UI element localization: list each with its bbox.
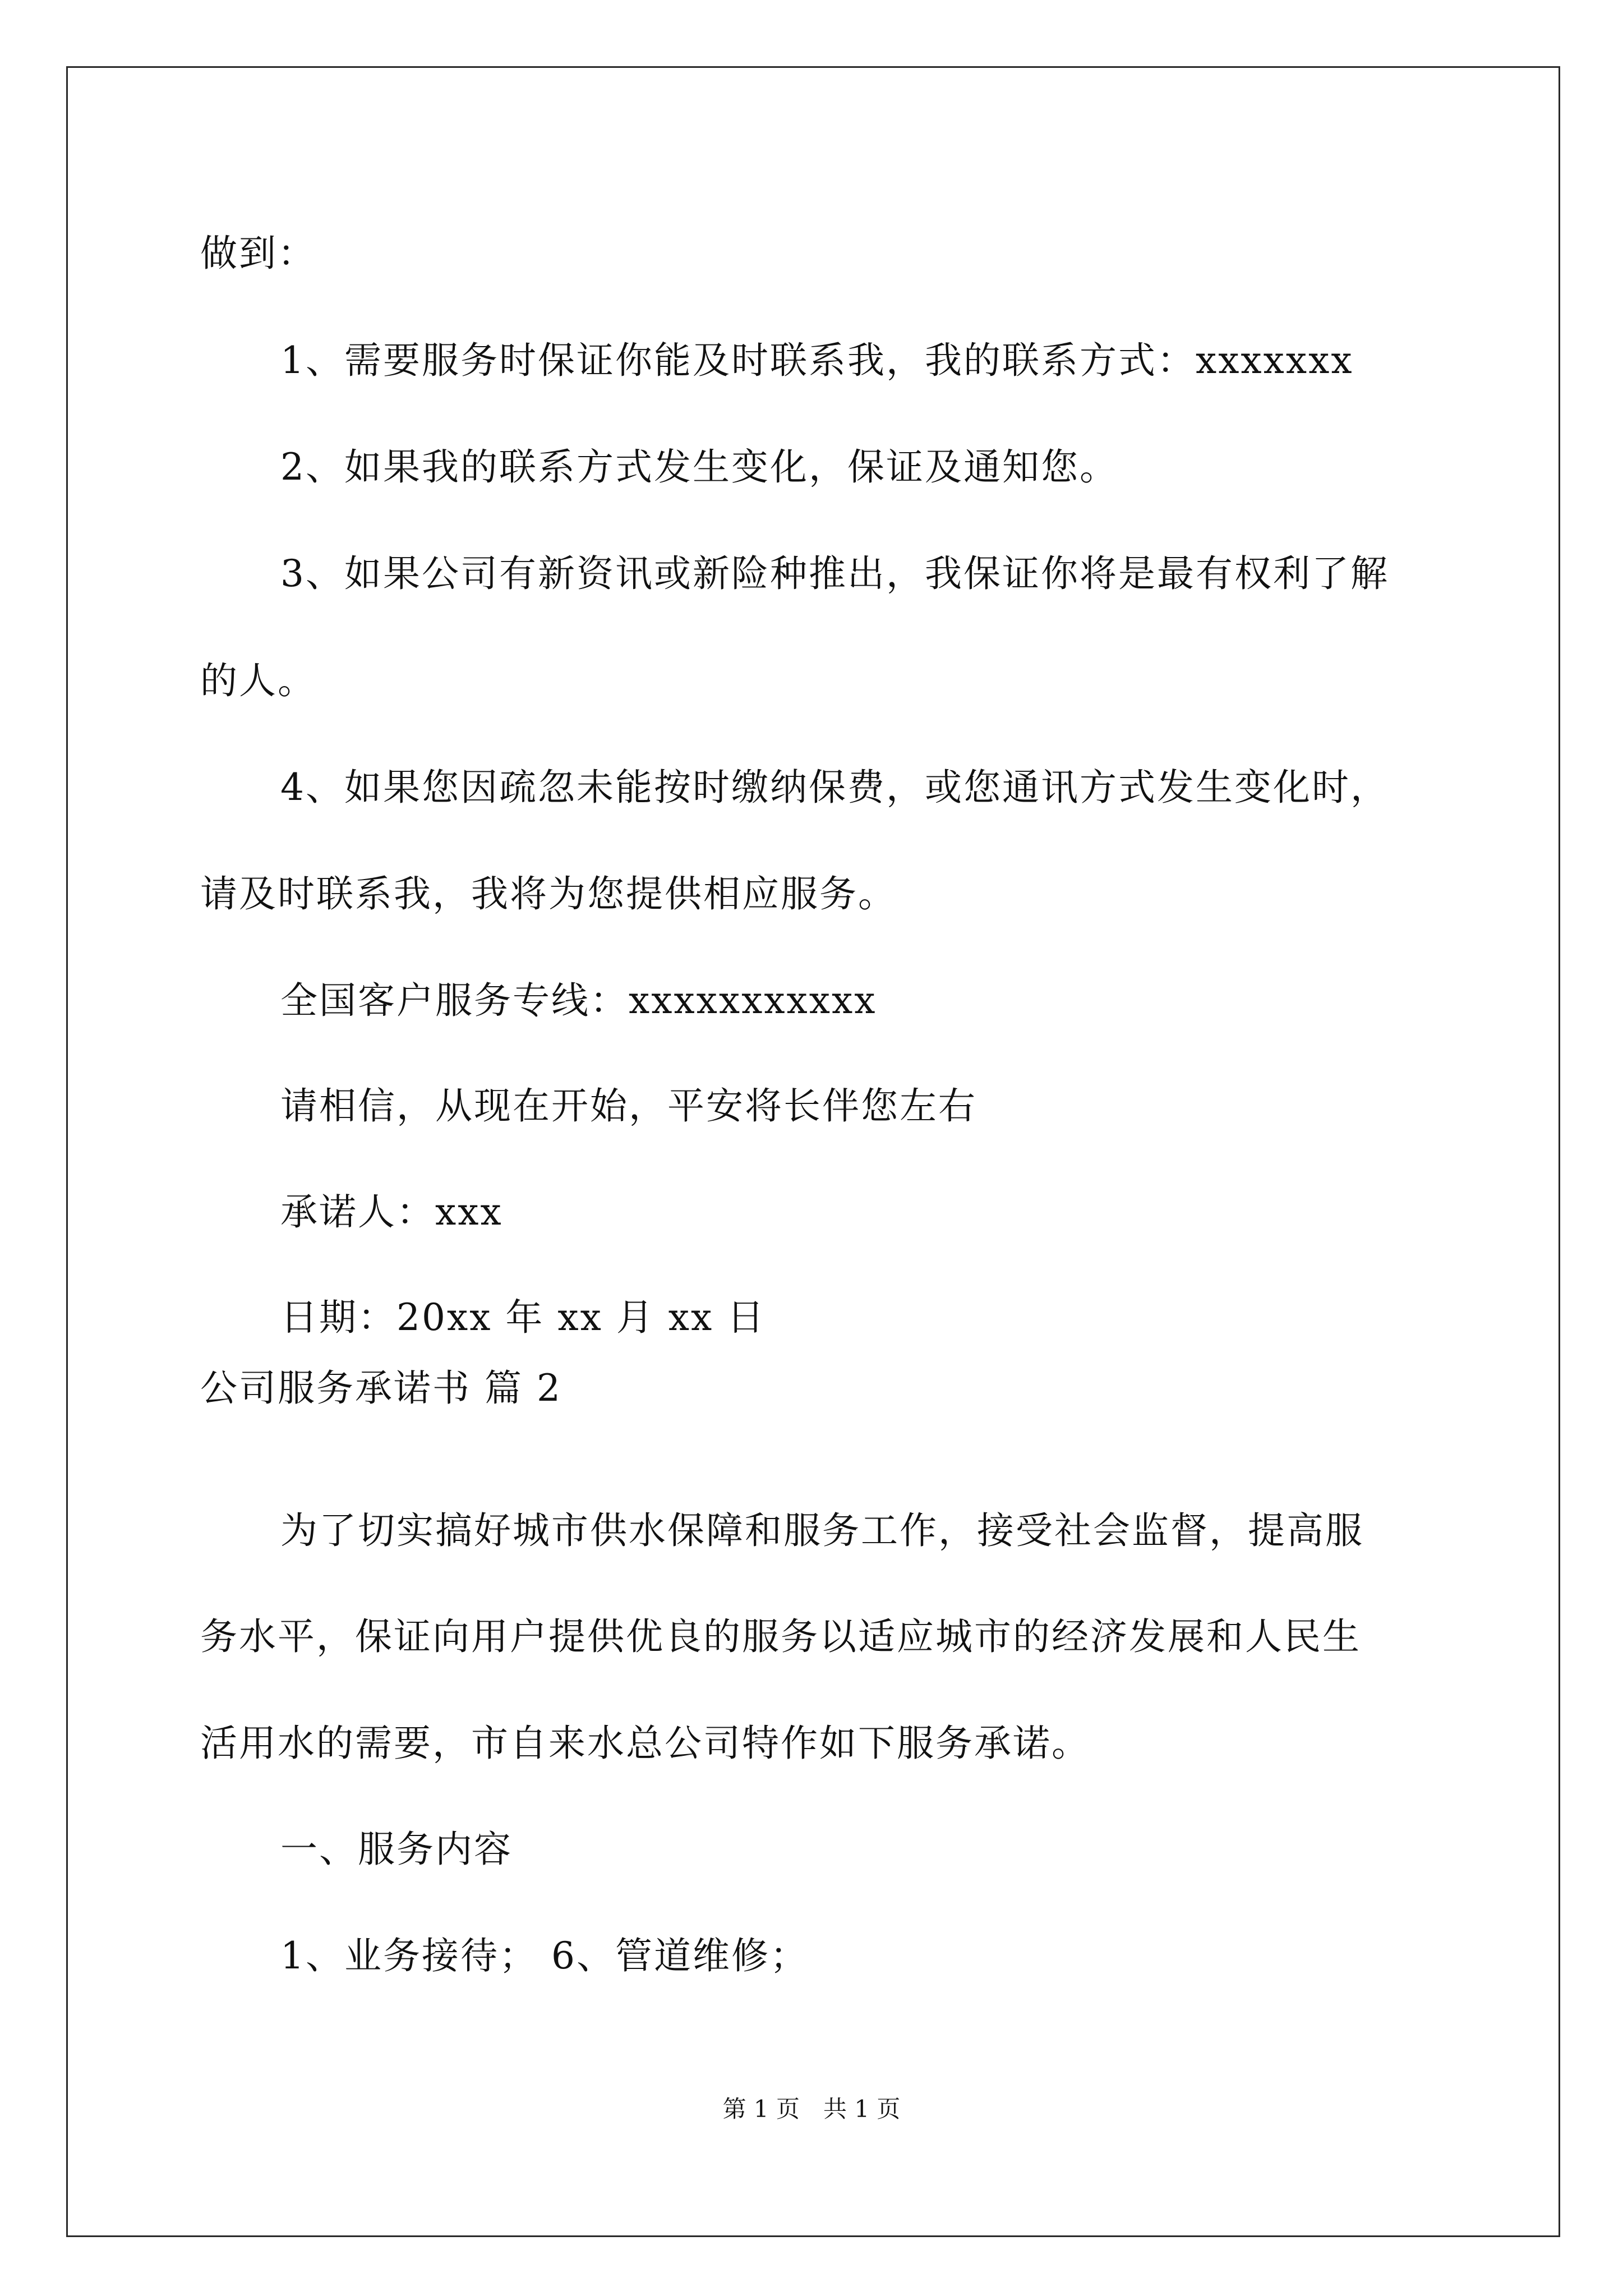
date-line: 日期：20xx 年 xx 月 xx 日 [280, 1296, 766, 1339]
trust-line: 请相信，从现在开始，平安将长伴您左右 [280, 1084, 977, 1128]
text-line-item-4: 4、如果您因疏忽未能按时缴纳保费，或您通讯方式发生变化时， [280, 766, 1389, 809]
section-paragraph-line-1: 为了切实搞好城市供水保障和服务工作，接受社会监督，提高服 [280, 1509, 1364, 1552]
promisor-line: 承诺人：xxx [280, 1190, 503, 1234]
hotline-line: 全国客户服务专线：xxxxxxxxxxx [280, 979, 877, 1022]
subsection-heading: 一、服务内容 [280, 1828, 513, 1871]
text-line-item-3: 3、如果公司有新资讯或新险种推出，我保证你将是最有权利了解 [280, 552, 1389, 595]
page-border [66, 66, 1560, 2237]
text-line-item-4-cont: 请及时联系我，我将为您提供相应服务。 [200, 872, 897, 915]
section-paragraph-line-3: 活用水的需要，市自来水总公司特作如下服务承诺。 [200, 1722, 1090, 1765]
page-number-footer: 第 1 页 共 1 页 [722, 2095, 901, 2123]
text-line-item-2: 2、如果我的联系方式发生变化，保证及通知您。 [280, 445, 1118, 489]
text-line-item-1: 1、需要服务时保证你能及时联系我，我的联系方式：xxxxxxx [280, 339, 1354, 382]
text-line-continuation: 做到： [200, 232, 316, 275]
section-paragraph-line-2: 务水平，保证向用户提供优良的服务以适应城市的经济发展和人民生 [200, 1615, 1361, 1658]
section-heading: 公司服务承诺书 篇 2 [200, 1366, 562, 1410]
text-line-item-3-cont: 的人。 [200, 659, 316, 702]
list-line: 1、业务接待； 6、管道维修； [280, 1934, 809, 1977]
